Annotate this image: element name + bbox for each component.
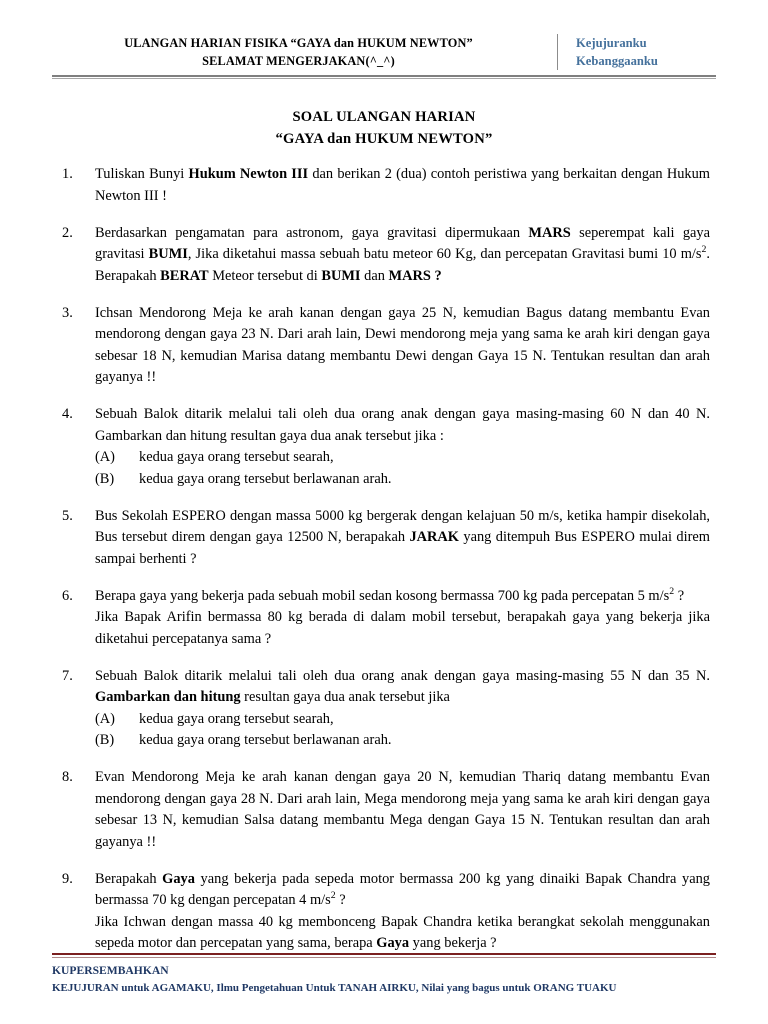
sub-item-label: (A) [95,449,115,465]
header-title-line-1: ULANGAN HARIAN FISIKA “GAYA dan HUKUM NEWTON” [124,36,473,50]
question-paragraph [95,912,710,955]
question-item [62,506,710,571]
emphasis-text: BUMI [148,246,188,262]
header-motto-line-1: Kejujuranku [576,36,647,50]
question-body [95,404,710,490]
sub-item-label: (B) [95,732,115,748]
sub-item-text: kedua gaya orang tersebut berlawanan arah. [139,470,392,487]
body-text: , Jika diketahui massa sebuah batu meteor 60 Kg, dan percepatan Gravitasi bumi 10 m/s [187,246,702,262]
emphasis-text: BERAT [160,267,209,284]
question-paragraph [95,164,710,207]
header-motto-block [557,34,716,70]
body-text: Bus Sekolah ESPERO dengan massa 5000 kg bergerak dengan kelajuan 50 m/s, ketika hampir disekolah, Bus tersebut direm dengan gaya 12500 N, berapakah [95,507,710,545]
body-text: dan berikan 2 (dua) contoh peristiwa yang berkaitan dengan Hukum Newton III ! [95,166,710,204]
emphasis-text: BUMI [321,267,361,284]
body-text: Sebuah Balok ditarik melalui tali oleh dua orang anak dengan gaya masing-masing 55 N dan 35 N. [95,667,710,684]
question-paragraph [95,303,710,389]
emphasis-text: JARAK [409,529,460,545]
question-paragraph [95,607,710,650]
body-text: Jika Bapak Arifin bermassa 80 kg berada di dalam mobil tersebut, berapakah gaya yang bekerja jika diketahui percepatanya sama ? [95,609,710,647]
document-title [0,106,768,150]
question-number: 8. [62,769,73,785]
body-text: Berapa gaya yang bekerja pada sebuah mobil sedan kosong bermassa 700 kg pada percepatan 5 m/s [95,587,670,604]
footer-divider [52,953,716,958]
question-paragraph [95,223,710,288]
body-text: Sebuah Balok ditarik melalui tali oleh dua orang anak dengan gaya masing-masing 60 N dan 40 N. Gambarkan dan hitung resultan gaya dua anak tersebut jika : [95,406,710,444]
question-item [62,869,710,955]
document-title-line-1: SOAL ULANGAN HARIAN [292,109,476,125]
body-text: seperempat kali gaya gravitasi [95,224,710,262]
question-item [62,164,710,207]
body-text: yang bekerja ? [409,935,497,951]
question-paragraph [95,404,710,447]
sub-item-label: (B) [95,470,115,487]
body-text: yang ditempuh Bus ESPERO mulai direm sampai berhenti ? [95,529,710,567]
sub-item-text: kedua gaya orang tersebut berlawanan arah. [139,732,392,748]
body-text: Evan Mendorong Meja ke arah kanan dengan gaya 20 N, kemudian Thariq datang membantu Evan mendorong dengan gaya 28 N. Dari arah lain, Mega mendorong meja yang sama ke arah kiri dengan gaya sebesar 13 N, kemudian Salsa datang membantu Mega dengan Gaya 15 N. Tentukan resultan dan arah gayanya !! [95,769,710,850]
page-footer [52,953,716,996]
question-item [62,223,710,288]
superscript-text: 2 [701,244,707,256]
question-item [62,404,710,490]
header-motto-line-2: Kebanggaanku [576,54,658,68]
sub-item-text: kedua gaya orang tersebut searah, [139,710,334,727]
question-body [95,223,710,288]
question-item [62,767,710,853]
emphasis-text: MARS ? [388,267,442,284]
question-number: 5. [62,507,73,524]
header-title-line-2: SELAMAT MENGERJAKAN(^_^) [202,54,395,68]
question-sub-item [95,730,710,752]
question-number: 7. [62,667,73,684]
question-body [95,303,710,389]
question-number: 4. [62,406,73,422]
question-number: 6. [62,587,73,604]
question-item [62,586,710,651]
header-title-block [52,34,557,70]
emphasis-text: MARS [528,224,571,241]
body-text: Meteor tersebut di [208,267,322,284]
body-text: Berapakah [95,870,163,887]
sub-item-label: (A) [95,710,115,727]
document-title-line-2: “GAYA dan HUKUM NEWTON” [275,131,493,147]
body-text: Jika Ichwan dengan massa 40 kg membonceng Bapak Chandra ketika berangkat sekolah menggunakan sepeda motor dan percepatan yang sama, berapa [95,913,710,951]
question-paragraph [95,666,710,709]
question-body [95,666,710,752]
question-number: 2. [62,224,73,241]
body-text: ? [674,587,685,604]
question-paragraph [95,506,710,571]
sub-item-text: kedua gaya orang tersebut searah, [139,449,334,465]
footer-line-1: KUPERSEMBAHKAN [52,964,169,977]
question-number: 1. [62,166,73,182]
question-list [62,150,710,955]
question-paragraph [95,586,710,608]
emphasis-text: Gambarkan dan hitung [95,689,241,705]
body-text: . Berapakah [95,246,710,284]
question-body [95,586,710,651]
question-sub-item [95,709,710,731]
superscript-text: 2 [330,890,336,902]
header-divider [52,75,716,79]
body-text: yang bekerja pada sepeda motor bermassa 200 kg yang dinaiki Bapak Chandra yang bermassa 70 kg dengan percepatan 4 m/s [95,870,710,908]
body-text: ? [335,892,346,908]
question-paragraph [95,869,710,912]
body-text: resultan gaya dua anak tersebut jika [240,689,450,705]
question-number: 3. [62,304,73,321]
body-text: Tuliskan Bunyi [95,166,189,182]
footer-line-2: KEJUJURAN untuk AGAMAKU, Ilmu Pengetahuan Untuk TANAH AIRKU, Nilai yang bagus untuk ORANG TUAKU [52,981,617,994]
emphasis-text: Gaya [376,935,410,951]
question-paragraph [95,767,710,853]
emphasis-text: Gaya [162,870,195,887]
question-body [95,767,710,853]
page-header [52,0,716,70]
question-sub-item [95,447,710,469]
question-item [62,666,710,752]
body-text: dan [360,267,389,284]
body-text: Berdasarkan pengamatan para astronom, gaya gravitasi dipermukaan [95,224,529,241]
superscript-text: 2 [669,585,675,597]
emphasis-text: Hukum Newton III [188,166,309,182]
question-body [95,506,710,571]
question-sub-item [95,469,710,491]
question-body [95,164,710,207]
question-body [95,869,710,955]
question-number: 9. [62,870,73,887]
question-item [62,303,710,389]
body-text: Ichsan Mendorong Meja ke arah kanan dengan gaya 25 N, kemudian Bagus datang membantu Evan mendorong dengan gaya 23 N. Dari arah lain, Dewi mendorong meja yang sama ke arah kiri dengan gaya sebesar 18 N, kemudian Marisa datang membantu Dewi dengan Gaya 15 N. Tentukan resultan dan arah gayanya !! [95,304,710,385]
